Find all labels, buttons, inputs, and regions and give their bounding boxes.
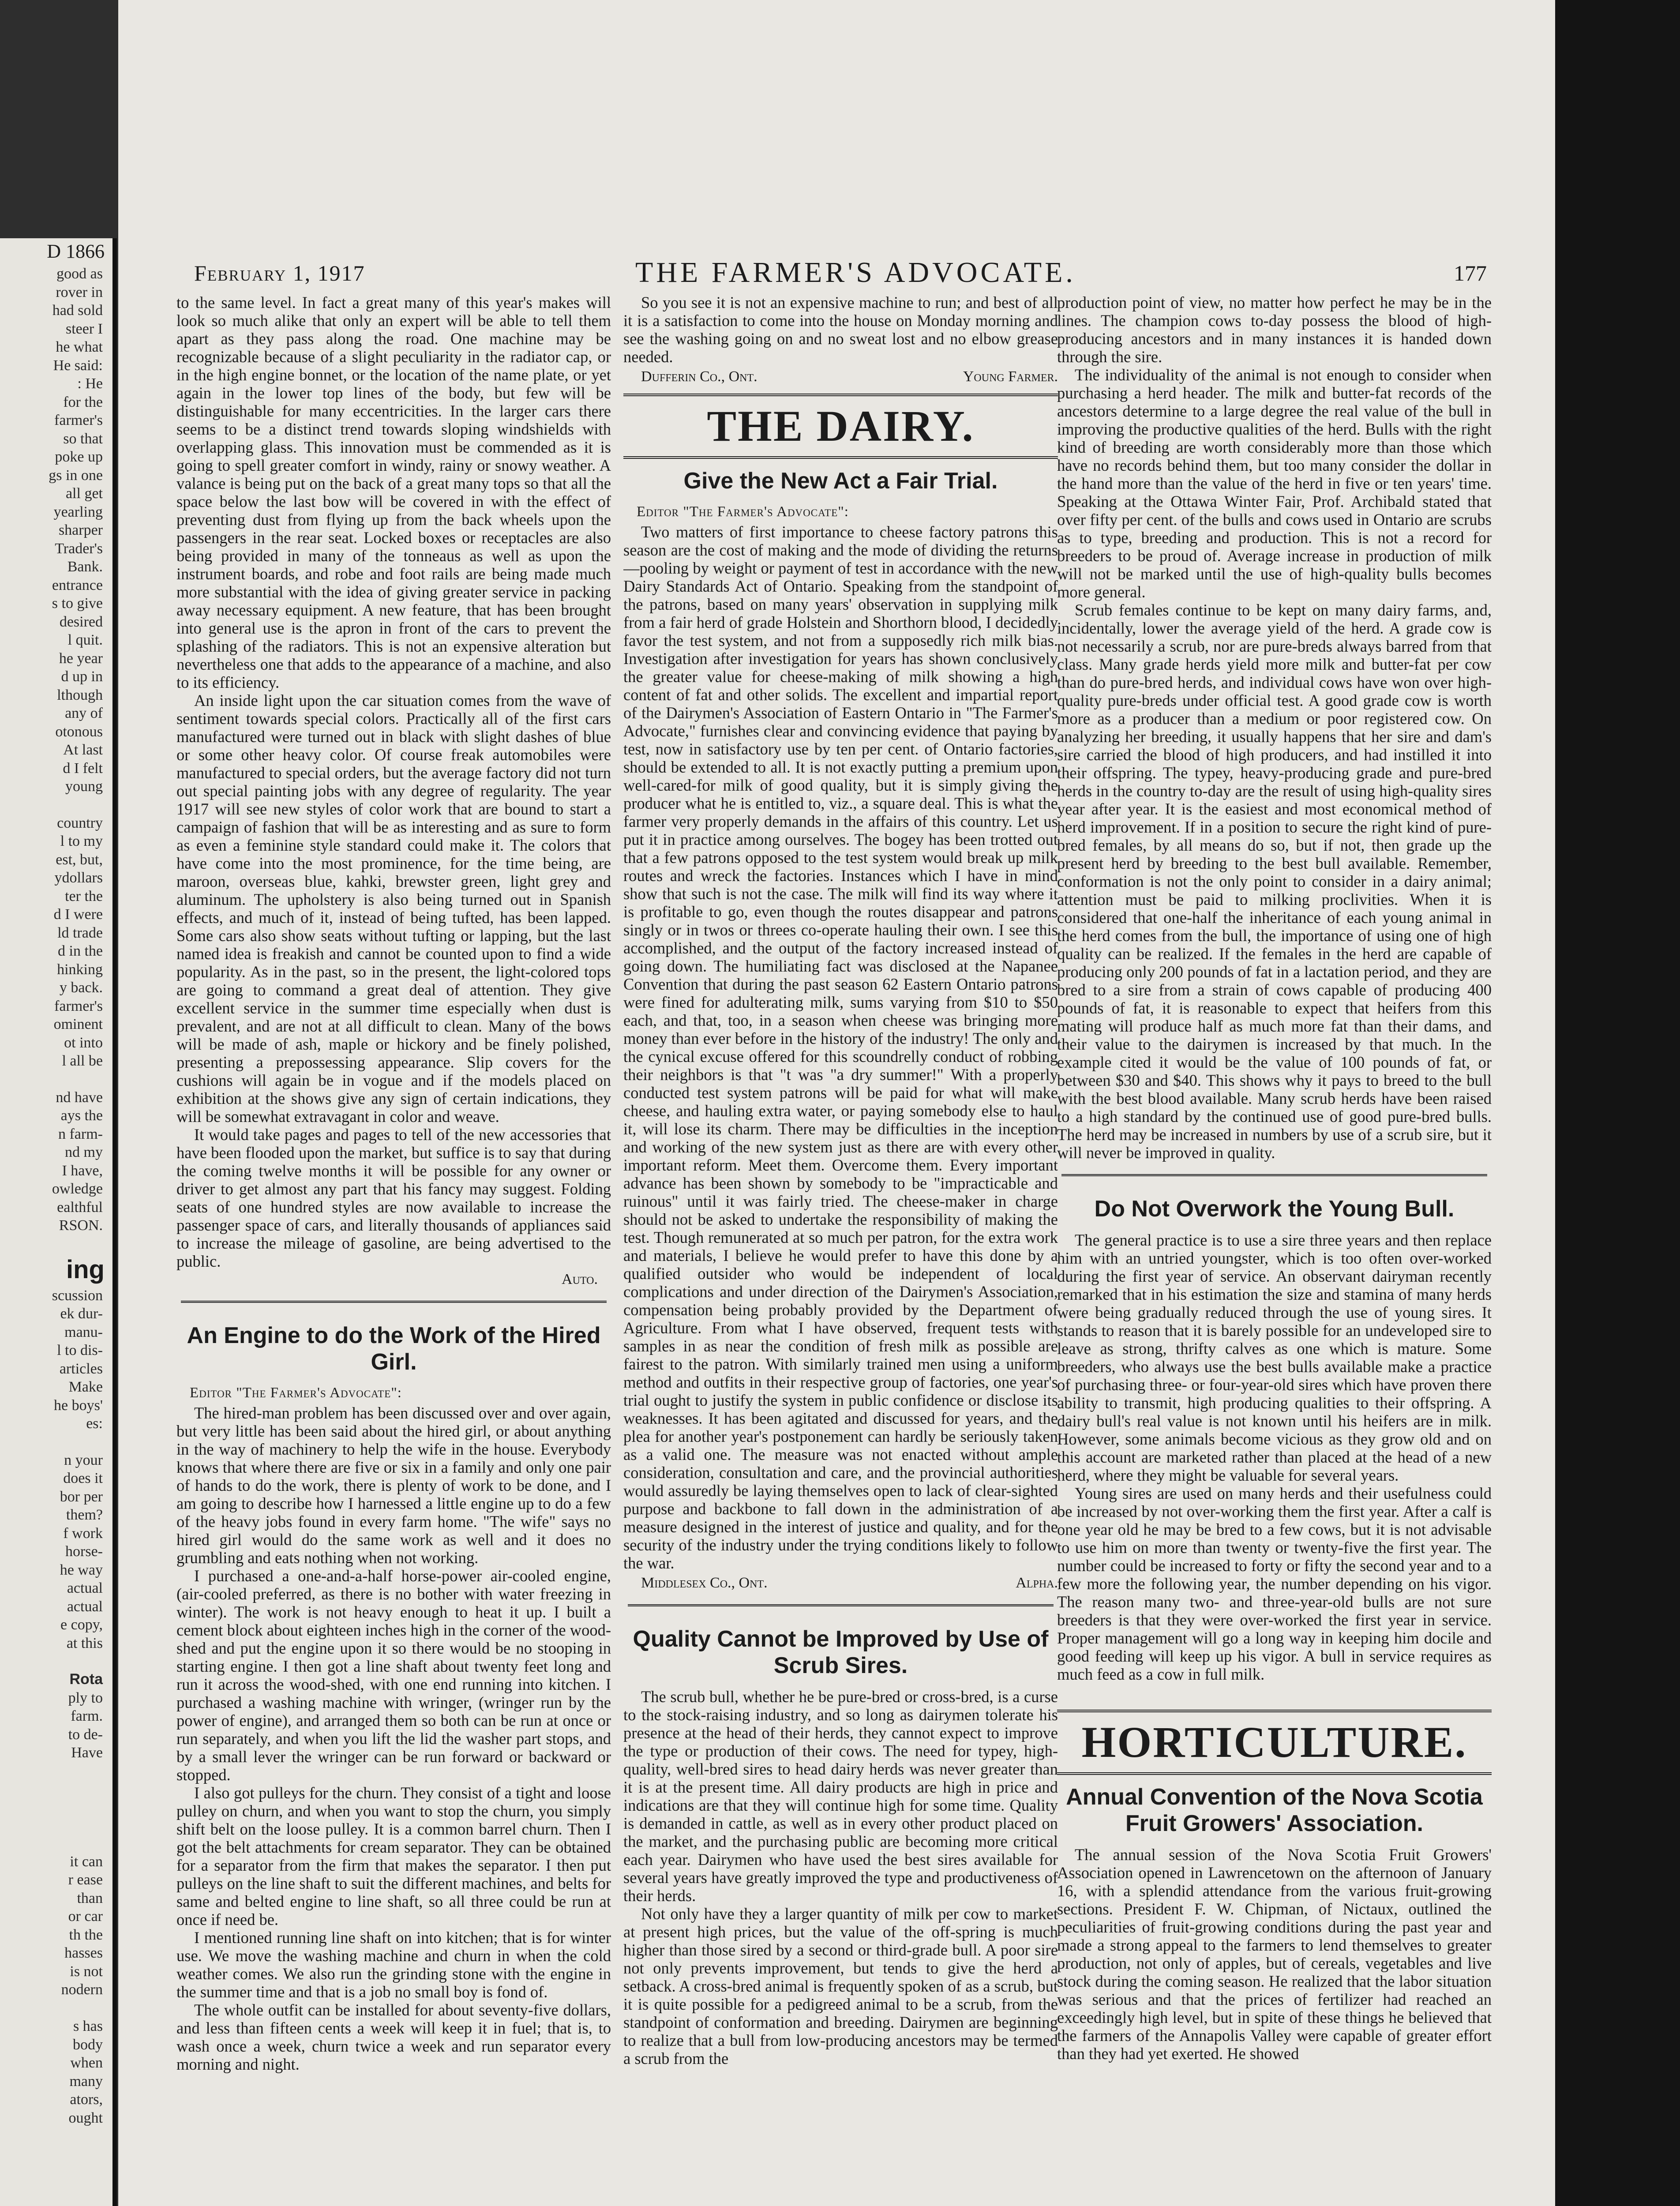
fragment-line: is not xyxy=(70,1963,103,1980)
fragment-line: it can xyxy=(70,1853,103,1870)
fragment-line: young xyxy=(65,778,103,795)
paragraph: It would take pages and pages to tell of the new accessories that have been flooded upon the market, but suffice is to say that during the coming twelve months it will be possible for any owner or driver to get almost any part that his fancy may suggest. Folding seats of one hundred styles are now available to increase the passenger space of cars, and literally thousands of appliances said to increase the mileage of gasoline, are being advertised to the public. xyxy=(176,1126,611,1270)
fragment-line: bor per xyxy=(60,1488,103,1505)
fragment-line: hasses xyxy=(64,1945,103,1961)
paragraph: I also got pulleys for the churn. They consist of a tight and loose pulley on churn, and when you want to stop the churn, you simply shift belt on the loose pulley. It is a common barrel churn. Then I got the belt attachments for cream separator. They can be obtained for a separator from the firm that makes the separator. I then put pulleys on the line shaft to suit the different machines, and belts for same and belted engine to line shaft, so all three could be run at once if need be. xyxy=(176,1784,611,1928)
fragment-line: r ease xyxy=(68,1872,103,1888)
fragment-line: he way xyxy=(60,1561,103,1578)
header-date: February 1, 1917 xyxy=(194,261,365,285)
fragment-line: had sold xyxy=(52,302,103,319)
fragment-line: ought xyxy=(68,2109,103,2126)
automobile-article xyxy=(176,293,611,1270)
fragment-line: them? xyxy=(66,1507,103,1523)
fragment-lines-after xyxy=(0,1451,112,1653)
fragment-line: lthough xyxy=(57,687,103,703)
fragment-line: than xyxy=(77,1890,103,1906)
paragraph: Not only have they a larger quantity of milk per cow to market at present high prices, but the value of the off-spring is much higher than those sired by a second or third-grade bull. A poor sire not only prevents improvement, but tends to give the herd a setback. A cross-bred animal is frequently spoken of as a scrub, but it is quite possible for a pedigreed animal to be a scrub, from the standpoint of conformation and breeding. Dairymen are beginning to realize that a bull from low-producing ancestors may be termed a scrub from the xyxy=(623,1905,1058,2067)
fragment-line: does it xyxy=(63,1470,103,1486)
fragment-line: many xyxy=(69,2073,103,2090)
scrub-article-body xyxy=(623,1688,1058,2067)
fragment-line: es: xyxy=(86,1415,103,1432)
fragment-signature: RSON. xyxy=(59,1217,103,1234)
fragment-line: desired xyxy=(59,613,103,630)
fragment-line: actual xyxy=(67,1580,103,1596)
publication-title: THE FARMER'S ADVOCATE. xyxy=(635,256,1076,289)
fragment-line: articles xyxy=(59,1360,103,1377)
fragment-line: d up in xyxy=(61,668,103,685)
article-divider xyxy=(1061,1174,1487,1176)
fragment-line: so that xyxy=(63,430,103,447)
fragment-line: I have, xyxy=(62,1162,103,1179)
fragment-line: ators, xyxy=(70,2091,103,2108)
scrub-article-heading: Quality Cannot be Improved by Use of Scrub Sires. xyxy=(633,1626,1049,1678)
fragment-lines-top xyxy=(0,265,112,796)
newspaper-page xyxy=(118,0,1555,2206)
fragment-line: Bank. xyxy=(67,559,103,575)
fragment-line: nd my xyxy=(65,1144,103,1160)
paragraph: Young sires are used on many herds and their usefulness could be increased by not over-working them the first year. After a calf is one year old he may be bred to a few cows, but it is not advisable to use him on more than twenty or twenty-five the first year. The number could be increased to forty or fifty the second year and to a few more the following year, the number depending on his vigor. The reason many two- and three-year-old bulls are not sure breeders is that they were over-worked the first year in service. Proper management will go a long way in keeping him docile and good feeding will keep up his vigor. A bull in service requires as much feed as a cow in full milk. xyxy=(1057,1484,1492,1683)
paragraph: production point of view, no matter how perfect he may be in the lines. The champion cows to-day possess the blood of high-producing ancestors and in many instances it is handed down through the sire. xyxy=(1057,293,1492,366)
fragment-line: he year xyxy=(59,650,103,667)
fragment-line: gs in one xyxy=(49,467,103,484)
fragment-line: ominent xyxy=(53,1016,103,1032)
fragment-line: ealthful xyxy=(57,1199,103,1216)
fragment-line: ot into xyxy=(64,1034,103,1051)
fragment-line: : He xyxy=(77,375,103,392)
fragment-line: otonous xyxy=(55,723,103,740)
paragraph: The annual session of the Nova Scotia Fruit Growers' Association opened in Lawrencetown on the afternoon of January 16, with a splendid attendance from the various fruit-growing sections. President F. W. Chipman, of Nictaux, outlined the peculiarities of fruit-growing conditions during the past year and made a strong appeal to the farmers to lend themselves to greater production, not only of apples, but of cereals, vegetables and live stock during the coming season. He realized that the labor situation was serious and that the prices of fertilizer had reached an exceedingly high level, but in spite of these things he believed that the farmers of the Annapolis Valley were capable of greater effort than they had yet exerted. He showed xyxy=(1057,1846,1492,2063)
horticulture-section-title: HORTICULTURE. xyxy=(1057,1710,1492,1775)
engine-article-signoff xyxy=(641,368,1058,386)
paragraph: The hired-man problem has been discussed over and over again, but very little has been said about the hired girl, or about anything in the way of machinery to help the wife in the house. Everybody knows that where there are five or six in a family and only one pair of hands to do the work, there is plenty of work to be done, and I am going to describe how I harnessed a little engine up to do a few of the heavy jobs found in every farm home. "The wife" says no hired girl would do the same work as well and it does no grumbling and eats nothing when not working. xyxy=(176,1404,611,1567)
fragment-line: est, but, xyxy=(56,851,103,868)
bull-article-body xyxy=(1057,1231,1492,1683)
fragment-line: th the xyxy=(69,1926,103,1943)
fragment-line: farmer's xyxy=(54,998,103,1014)
paragraph: I mentioned running line shaft on into kitchen; that is for winter use. We move the washing machine and churn in when the cold weather comes. We also run the grinding stone with the engine in the summer time and that is a job no small boy is fond of. xyxy=(176,1928,611,2001)
engine-signature: Young Farmer. xyxy=(963,368,1058,385)
previous-page-fragment xyxy=(0,238,117,2206)
fragment-line: l to dis- xyxy=(57,1342,103,1358)
fragment-line: horse- xyxy=(65,1543,103,1560)
act-editor-line: Editor "The Farmer's Advocate": xyxy=(637,504,849,520)
fragment-lines-bottom xyxy=(0,1853,112,2127)
fragment-line: e copy, xyxy=(60,1617,103,1633)
paragraph: The individuality of the animal is not enough to consider when purchasing a herd header. The milk and butter-fat records of the ancestors determine to a large degree the real value of the bull in improving the productive qualities of the herd. Bulls with the right kind of breeding are worth considerably more than those which have no records behind them, but too many consider the dollar in the hand more than the value of the herd in five or ten years' time. Speaking at the Ottawa Winter Fair, Prof. Archibald stated that over fifty per cent. of the bulls and cows used in Ontario are scrubs as to type, breeding and production. This is not a record for breeders to be proud of. Average increase in production of milk will not be marked until the use of high-quality bulls becomes more general. xyxy=(1057,366,1492,601)
fragment-line: ydollars xyxy=(54,870,103,886)
fragment-lines-rota xyxy=(0,1689,112,1762)
fragment-line xyxy=(0,1999,112,2018)
fragment-line: ays the xyxy=(60,1107,103,1124)
fragment-line: farmer's xyxy=(54,412,103,428)
fragment-line: farm. xyxy=(71,1708,103,1724)
column-2 xyxy=(623,293,1058,2206)
fragment-line: l to my xyxy=(60,833,103,849)
fragment-line: steer I xyxy=(65,320,103,337)
engine-article-conclusion: So you see it is not an expensive machine to run; and best of all it is a satisfaction to come into the house on Monday morning and see the washing going on and no sweat lost and no elbow grease needed. xyxy=(623,293,1058,366)
fragment-line: ek dur- xyxy=(60,1306,103,1322)
scanner-background-right xyxy=(1555,0,1680,2206)
fragment-line: actual xyxy=(67,1598,103,1615)
fragment-lines-heading xyxy=(0,1287,112,1433)
fragment-line: hinking xyxy=(57,961,103,978)
paragraph: An inside light upon the car situation comes from the wave of sentiment towards special colors. Practically all of the first cars manufactured were turned out in black with slight dashes of blue or some other heavy color. Of course freak automobiles were manufactured to special orders, but the average factory did not turn out special painting jobs with any degree of regularity. The year 1917 will see new styles of color work that are bound to start a campaign of fashion that will be as interesting and as sure to form as even a feminine style standard could make it. The colors that have come into the most prominence, for the time being, are maroon, overseas blue, kahki, brewster green, light grey and aluminum. The upholstery is also being turned out in Spanish effects, and much of it, instead of being tufted, has been lapped. Some cars also show seats without tufting or lapping, but the last named idea is freakish and cannot be counted upon to find a wide popularity. As in the past, so in the present, the light-colored tops are going to command a great deal of attention. They give excellent service in the summer time especially when dust is prevalent, and are not at all difficult to clean. Many of the bows will be made of ash, maple or hickory and be finely polished, presenting a prepossessing appearance. Slip covers for the cushions will again be in vogue and if the models placed on exhibition at the shows give any sign of certain indications, they will be somewhat extravagant in color and weave. xyxy=(176,691,611,1126)
fragment-line: owledge xyxy=(52,1181,103,1197)
fragment-line: s has xyxy=(73,2018,103,2034)
fragment-line: d I felt xyxy=(63,760,103,777)
fragment-heading: ing xyxy=(66,1255,105,1284)
paragraph: Scrub females continue to be kept on many dairy farms, and, incidentally, lower the average yield of the herd. A grade cow is not necessarily a scrub, nor are pure-breds always barred from that class. Many grade herds yield more milk and butter-fat per cow than do pure-bred herds, and individual cows have won over high-quality pure-breds under official test. A good grade cow is worth more as a producer than a medium or poor registered cow. On analyzing her breeding, it usually happens that her sire and dam's sire carried the blood of high producers, and had instilled it into their offspring. The typey, heavy-producing grade and pure-bred herds in the country to-day are the result of using high-quality sires year after year. It is the easiest and most economical method of herd improvement. If in a position to secure the right kind of pure-bred females, by all means do so, but if not, then grade up the present herd by breeding to the best bull available. Remember, conformation is not the only point to consider in a dairy animal; attention must be paid to milking proclivities. When it is considered that one-half the inheritance of each young animal in the herd comes from the bull, the importance of using one of high quality can be realized. If the females in the herd are capable of producing only 200 pounds of fat in a lactation period, and they are bred to a sire from a strain of cows capable of producing 400 pounds of fat, it is reasonable to expect that heifers from this mating will produce half as much more fat than their dams, and their value to the dairymen is increased by that much. In the example cited it would be the value of 100 pounds of fat, or between $30 and $40. This shows why it pays to breed to the bull with the best blood available. Many scrub herds have been raised to a high standard by the continued use of good pure-bred bulls. The herd may be increased in numbers by use of a scrub sire, but it will never be improved in quality. xyxy=(1057,601,1492,1162)
fragment-line: s to give xyxy=(52,595,103,612)
fragment-line: ld trade xyxy=(57,924,103,941)
paragraph: to the same level. In fact a great many of this year's makes will look so much alike that only an expert will be able to tell them apart as they pass along the road. One machine may be recognizable because of a slight peculiarity in the radiator cap, or in the high engine bonnet, or the location of the name plate, or yet again in the lower top lines of the body, but few will be distinguishable for many eccentricities. In the larger cars there seems to be a distinct trend towards sloping windshields with overlapping glass. This innovation must be commended as it is going to spell greater comfort in windy, rainy or snowy weather. A valance is being put on the back of a great many tops so that all the space below the last bow will be covered in with the effect of preventing dust from flying up from the back wheels upon the passengers in the rear seat. Locked boxes or receptacles are also being provided in many of the tonneaus as well as upon the instrument boards, and robe and foot rails are being made much more substantial with the idea of giving greater service in packing away necessary equipment. A new feature, that has been brought into general use is the apron in front of the cars to prevent the splashing of the radiators. This is not an expensive alteration but nevertheless one that adds to the appearance of a machine, and also to its efficiency. xyxy=(176,293,611,691)
fragment-line: body xyxy=(73,2036,103,2053)
paragraph: Two matters of first importance to cheese factory patrons this season are the cost of making and the mode of dividing the returns—pooling by weight or payment of test in accordance with the new Dairy Standards Act of Ontario. Speaking from the standpoint of the patrons, based on many years' observation in supplying milk from a fair herd of grade Holstein and Shorthorn blood, I decidedly favor the test system, and not from a supposedly rich milk bias. Investigation after investigation for years has shown conclusively the greater value for cheese-making of milk showing a high content of fat and other solids. The excellent and impartial report of the Dairymen's Association of Eastern Ontario in "The Farmer's Advocate," furnishes clear and convincing evidence that paying by test, now in satisfactory use by ten per cent. of Ontario factories, should be extended to all. It is not exactly putting a premium upon well-cared-for milk of good quality, but it is simply giving the producer what he is entitled to, viz., a square deal. This is what the farmer very properly demands in the affairs of this country. Let us put it in practice among ourselves. The bogey has been trotted out that a few patrons opposed to the test system would break up milk routes and wreck the factories. Instances which I have in mind show that such is not the case. The milk will find its way where it is profitable to go, even though the routes disappear and patrons singly or in twos or threes co-operate hauling their own. I see this accomplished, and the output of the factory increased instead of going down. The humiliating fact was disclosed at the Napanee Convention that during the past season 62 Eastern Ontario patrons were fined for adulterating milk, sums varying from $10 to $50 each, and that, too, in a season when cheese was bringing more money than ever before in the history of the industry! The only and the cynical excuse offered for this scoundrelly conduct of robbing their neighbors is that "t was "a dry summer!" With a properly conducted test system patrons will be paid for what will make cheese, and hauling extra water, or paying somebody else to haul it, will lose its charm. There may be difficulties in the inception and working of the new system just as there are with every other important reform. Meet them. Overcome them. Every important advance has been shown by somebody to be "impracticable and ruinous" until it was fairly tried. The cheese-maker in charge should not be asked to undertake the responsibility of making the test. Though remunerated at so much per patron, for the extra work and materials, I believe he would prefer to have this done by a qualified outsider who would be independent of local complications and under direction of the Dairymen's Association, compensation being probably provided by the Department of Agriculture. From what I have observed, frequent tests with samples in as near the condition of fresh milk as possible are fairest to the patron. With similarly trained men using a uniform method and outfits in their respective group of factories, one year's trial ought to justify the system in public confidence or disclose its weaknesses. It has been agitated and discussed for years, and the plea for another year's postponement can hardly be seriously taken as a valid one. The measure was not enacted without ample consideration, consultation and care, and the provincial authorities would assuredly be laying themselves open to lack of clear-sighted purpose and backbone to fall down in the administration of a measure designed in the interest of justice and quality, and for the security of the industry under the trying conditions likely to follow the war. xyxy=(623,523,1058,1572)
page-header xyxy=(194,256,1487,296)
fragment-line: l all be xyxy=(62,1053,103,1069)
fragment-line: l quit. xyxy=(68,632,103,648)
fragment-line: At last xyxy=(63,742,103,758)
engine-editor-line: Editor "The Farmer's Advocate": xyxy=(190,1385,402,1401)
act-place: Middlesex Co., Ont. xyxy=(641,1575,768,1591)
fragment-line: ter the xyxy=(65,888,103,904)
fragment-line: poke up xyxy=(55,449,103,465)
engine-article-body xyxy=(176,1404,611,2073)
engine-article-heading: An Engine to do the Work of the Hired Girl. xyxy=(187,1323,601,1375)
fragment-lines-middle xyxy=(0,814,112,1070)
fragment-line: all get xyxy=(65,485,103,502)
fragment-line: for the xyxy=(63,394,103,410)
fragment-line: good as xyxy=(56,266,103,282)
fragment-rota-heading: Rota xyxy=(69,1671,103,1688)
fragment-line: when xyxy=(70,2055,103,2071)
page-number: 177 xyxy=(1454,261,1487,285)
paragraph: The scrub bull, whether he be pure-bred or cross-bred, is a curse to the stock-raising industry, and so long as dairymen tolerate his presence at the head of their herds, they cannot expect to improve the type or production of their cows. The need for typey, high-quality, well-bred sires to head dairy herds was never greater than it is at the present time. All dairy products are high in price and indications are that they will continue high for some time. Quality is demanded in cattle, as well as in every other product placed on the market, and the purchasing public are becoming more critical each year. Dairymen who have used the best sires available for several years have greatly improved the type and productiveness of their herds. xyxy=(623,1688,1058,1905)
fragment-line: Have xyxy=(71,1745,103,1761)
column-1 xyxy=(176,293,611,2206)
article-divider xyxy=(628,1604,1054,1606)
fruit-article-heading: Annual Convention of the Nova Scotia Fruit Growers' Association. xyxy=(1066,1784,1483,1836)
act-article-signoff xyxy=(641,1574,1058,1592)
fragment-line: rover in xyxy=(56,284,103,300)
fragment-line: entrance xyxy=(52,577,103,593)
fragment-line: or car xyxy=(68,1908,103,1925)
article-divider xyxy=(181,1301,607,1303)
fragment-line: ply to xyxy=(68,1689,103,1706)
column-3 xyxy=(1057,293,1492,2206)
fragment-line: d I were xyxy=(53,906,103,923)
act-signature: Alpha. xyxy=(1016,1575,1058,1591)
fragment-line: to de- xyxy=(68,1726,103,1743)
fragment-line: nodern xyxy=(61,1981,103,1998)
fragment-line: He said: xyxy=(53,357,103,374)
fragment-line: scussion xyxy=(52,1287,103,1304)
fruit-article-body xyxy=(1057,1846,1492,2063)
paragraph: I purchased a one-and-a-half horse-power air-cooled engine, (air-cooled preferred, as there is no bother with water freezing in winter). The work is not heavy enough to heat it up. I built a cement block about eighteen inches high in the corner of the wood-shed and put the engine upon it so there would be no stooping in starting engine. I then got a line shaft about twenty feet long and run it across the wood-shed, with one end running into kitchen. I purchased a washing machine with wringer, (wringer run by the power of engine), and arranged them so both can be run at once or run separately, and when you lift the lid the washer part stops, and by a small lever the wringer can be run forward or backward or stopped. xyxy=(176,1567,611,1784)
paragraph: The general practice is to use a sire three years and then replace him with an untried youngster, which is too often over-worked during the first year of service. An observant dairyman recently remarked that in his estimation the size and stamina of many herds were being gradually reduced through the use of young sires. It stands to reason that it is barely possible for an undeveloped sire to leave as strong, thrifty calves as one which is mature. Some breeders, who always use the best bulls available make a practice of purchasing three- or four-year-old sires which have proven there ability to transmit, high producing qualities to their offspring. A dairy bull's real value is not known until his heifers are in milk. However, some animals become vicious as they grow old and on this account are marketed rather than placed at the head of a new herd, where they might be valuable for several years. xyxy=(1057,1231,1492,1484)
auto-signature: Auto. xyxy=(562,1271,598,1287)
act-article-body xyxy=(623,523,1058,1572)
engine-place: Dufferin Co., Ont. xyxy=(641,368,758,385)
fragment-line: he what xyxy=(56,339,103,355)
fragment-line: Make xyxy=(68,1379,103,1395)
fragment-line: f work xyxy=(63,1525,103,1542)
fragment-lines-lower xyxy=(0,1088,112,1217)
fragment-line: n your xyxy=(64,1452,103,1468)
fragment-line: manu- xyxy=(64,1324,103,1340)
fragment-line: y back. xyxy=(59,979,103,996)
fragment-line: at this xyxy=(66,1635,103,1651)
fragment-date: D 1866 xyxy=(47,240,105,262)
fragment-line: n farm- xyxy=(58,1126,103,1142)
paragraph: The whole outfit can be installed for about seventy-five dollars, and less than fifteen cents a week will keep it in fuel; that is, to wash once a week, churn twice a week and run separator every morning and night. xyxy=(176,2001,611,2073)
fragment-line: he boys' xyxy=(54,1397,103,1414)
act-article-heading: Give the New Act a Fair Trial. xyxy=(683,468,998,494)
fragment-line: Trader's xyxy=(55,540,103,557)
fragment-line: sharper xyxy=(58,522,103,538)
scrub-article-continued xyxy=(1057,293,1492,1162)
dairy-section-title: THE DAIRY. xyxy=(623,394,1058,459)
fragment-line: nd have xyxy=(56,1089,103,1106)
fragment-line: any of xyxy=(65,705,103,721)
fragment-line: d in the xyxy=(58,943,103,959)
bull-article-heading: Do Not Overwork the Young Bull. xyxy=(1094,1196,1455,1222)
fragment-line: country xyxy=(57,814,103,831)
fragment-line: yearling xyxy=(53,503,103,520)
